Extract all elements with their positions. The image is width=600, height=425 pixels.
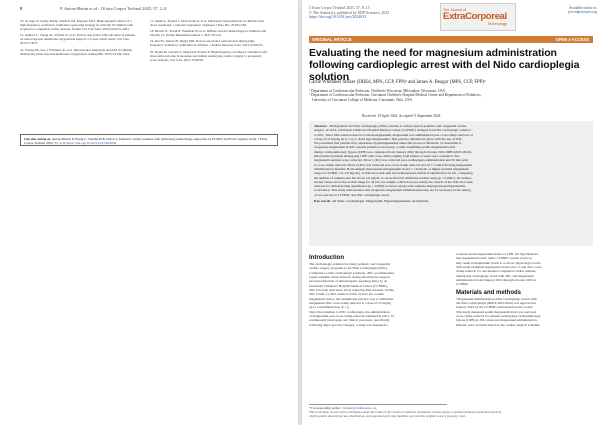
abstract-line: magnesium samples were collected. Draw 1 (D1) was collected post-cardioplegia administration and 30 min prior [314, 158, 469, 163]
intro-line: magnesium after cross-clamp removal at a dose of 25 mg/kg [309, 301, 392, 306]
journal-logo [440, 3, 516, 31]
availability-info [527, 6, 597, 15]
logo-technology: Technology [487, 22, 507, 26]
reference-item: 17. Alimi A, Taytard J, Abou Taam R, et al. Pulmonary hemosiderosis in children with down syndrome: a national experience. Orphanet J Rare Dis. 2018;13:60. [150, 19, 264, 28]
intro-line: of magnesium post-cross-clamp removal remained in place. To [309, 314, 395, 319]
cite-label: Cite this article as: [24, 136, 52, 141]
abstract-line: range at CCHMC 1.6–2.6 mg/dL). A Wilcoxon rank sum test demonstrated statistical significance for D1, comparing [314, 171, 473, 176]
abstract-line: during cardiopulmonary bypass (CPB) was completed from January 2022 through October 2023 (IRB #2023-0616). [314, 149, 472, 154]
introduction-heading: Introduction [309, 255, 344, 261]
methods-heading: Materials and methods [456, 289, 522, 296]
right-page [302, 0, 600, 425]
methods-line: January 2022 by the CCHMC institutional review board. [456, 305, 534, 310]
license-footer [309, 410, 593, 418]
body-line: may result in magnesium levels at or above physiologic levels. [456, 260, 542, 265]
references-column-b [150, 19, 268, 64]
methods-line: cross-clamp removal for patients undergoing cardiopulmonary [456, 314, 541, 319]
author-affiliations [309, 89, 591, 102]
article-authors: Carrie Whittaker Striker (DHEd, MPS, CCP, FPP)¹ and James A. Reagor (MPS, CCP, FPP)² [309, 80, 486, 85]
intro-line: dNC (Table 1), Mxt solution (Table 2) does not contain [309, 292, 384, 297]
left-page-number: 8 [20, 6, 23, 11]
intro-line: Compared to other cardioplegic solutions, dNC accommodates [309, 270, 395, 275]
abstract-line: a dose of 25 mg/kg up to 1 g, to abate hypomagnesemia. This practice remained in place with the use of dNC. [314, 136, 463, 141]
intro-line: dNC has been used since 2014, replacing Mxt solution. Unlike [309, 288, 395, 293]
methods-line: del Nido Cardioplegia (IRB # 2023-0616) was approved in [456, 301, 537, 306]
left-running-head: P. Anton-Martin et al.: J Extra Corpor Technol 2025, 57, 2–8 [60, 6, 167, 11]
reference-item: 16. Strong AE, Zee J, Fulchiero R, et al. Intravascular hemolysis and AKI in children undergoing extracorporeal membrane oxygenation. Kidney360. 2023;4:1536-1544. [20, 47, 133, 56]
body-column-left [309, 252, 447, 327]
body-line: administration from January 2022 through October 2023 at [456, 278, 537, 283]
abstract-line: surgery. In 2014, Cincinnati Children's Hospital Medical Center (CCHMC) changed from Mx cardioplegic solution [314, 128, 471, 133]
abstract-line: the number of samples that fell above 2.6 mg/dL vs. those that fell within the normal range (p < 0.0001). D2 demon- [314, 175, 473, 180]
body-line: clamp removal for one hundred congenital cardiac patients [456, 269, 536, 274]
intro-line: Since the transition to dNC cardioplegia, the administration [309, 309, 390, 314]
abstract-line: administration. Results: Both samples demonstrated magnesium levels > 1.6 mg/dL or higher (normal magnesium [314, 166, 469, 171]
body-line: evaluate serum magnesium levels on CPB. We hypothesized [456, 252, 538, 256]
abstract-line: of our practice at CCHMC and dNC cardioplegic arrest. [314, 192, 390, 197]
references-column-a [20, 19, 138, 58]
body-line: This study examined magnesium levels prior to and after cross- [456, 265, 543, 270]
intro-line: increased intervals of uninterrupted operating time [1]. At [309, 279, 388, 284]
methods-line: "Magnesium Administration After Cardioplegic Arrest with [456, 296, 537, 301]
body-line: that magnesium levels, under CCHMC current protocol, [456, 256, 533, 261]
keywords-label: Key words: [314, 199, 332, 204]
abstract-line: Conclusion: This study demonstrates that exogenous magnesium administration may not be necessary in the setting [314, 188, 471, 193]
journal-doi-link[interactable]: https://doi.org/10.1051/ject/2024033 [309, 15, 366, 20]
intro-line: Cincinnati Children's Hospital Medical Center (CCHMC), [309, 283, 389, 288]
intro-line: following major practice changes, a study was designed to [309, 322, 389, 327]
abstract-line: sum test for demonstrating significance (p = 0.089); however, ninety-nine samples displayed hypermagnesemia. [314, 184, 466, 189]
intro-line: longer ischemic times between dosing allowing the surgeon [309, 275, 391, 280]
abstract-line: One hundred patients undergoing CPB with cross-clamp ranging from infants to teens were consented. Two [314, 154, 461, 159]
abstract-box [309, 121, 593, 246]
affiliation-line: ¹ Department of Cardiovascular Perfusion, Children's Wisconsin, Milwaukee, Wisconsin, USA [309, 89, 446, 93]
reference-item: 19. Rai SS, Simon JE, Rigby MR. Factors associated with survival during high-frequency oscillatory ventilation in children. J Pediatr Intensive Care. 2015;4:186155. [150, 39, 264, 48]
body-line: CCHMC. [456, 282, 470, 287]
license-line: which permits unrestricted use, distribution, and reproduction in any medium, provided the original work is properly cited. [309, 414, 466, 418]
abstract-line: to dNC. Since Mxt solution does not contain magnesium, magnesium was administered post-cross-clamp removal, at [314, 132, 473, 137]
article-title: Evaluating the need for magnesium administration following cardioplegic arrest with del Nido cardioplegia solution [309, 47, 580, 83]
cite-doi-link[interactable]: https://doi.org/10.1051/ject/2024038 [66, 140, 117, 145]
abstract-line: to cross-clamp removal. Draw 2 (D2) was collected post-cross-clamp removal and 10 ± 2 min following magnesium [314, 162, 472, 167]
methods-line: bypass (CPB) in dNC arrest and magnesium administration. [456, 318, 538, 323]
intro-line: The cardioplegia solution for many pediatric and congenital [309, 262, 391, 266]
journal-info [309, 6, 429, 20]
abstract-label: Abstract – [314, 124, 330, 128]
license-line: This is an Open Access article distributed under the terms of the Creative Commons Attribution License (https://creativecommons.org/licenses/by/4.0), [309, 410, 502, 414]
available-online-label: Available online at: [568, 6, 597, 10]
journal-website-link[interactable]: ject.edpsciences.org [568, 10, 597, 15]
body-column-right [456, 252, 594, 327]
journal-citation: J Extra Corpor Technol 2025, 57, 9–15 [309, 6, 370, 10]
body-line: undergoing cardioplegic arrest with dNC and magnesium [456, 273, 534, 278]
intro-line: continuously interrogate our clinical processes, specifically [309, 318, 390, 323]
logo-extracorporeal: ExtraCorporeal [443, 11, 507, 22]
journal-copyright: © The Author(s), published by EDP Sciences, 2025 [309, 10, 390, 15]
abstract-line: We postulated that patients may experience hypermagnesemia under this protocol. Methods: To determine if [314, 141, 461, 146]
methods-line: This study measured serum magnesium levels pre and post [456, 309, 536, 314]
article-type-bar [309, 36, 593, 43]
left-page [0, 0, 298, 425]
abstract-line: Background: del Nido cardioplegia (dNC) solution is widely used in pediatric and congenital cardiac [330, 124, 467, 128]
article-type-label: ORIGINAL ARTICLE [312, 37, 352, 42]
reference-item: 16. de Jager P, Curley MAQ, Cheifetz IM, Kneyber MCJ. Hemodynamic effects of a high-frequency oscillatory ventilation open-lung strategy in critically ill children with acquired or congenital cardiac disease. Pediatr Crit Care Med. 2023;24:e272–e281. [20, 19, 134, 32]
received-accepted-dates: Received: 19 April 2024, Accepted: 9 September 2024 [362, 114, 441, 118]
corresponding-label: *Corresponding author: [309, 406, 343, 410]
affiliation-line: University of Cincinnati College of Medicine, Cincinnati, Ohio, USA [312, 97, 413, 102]
left-running-header [20, 6, 282, 11]
reference-item: 18. Bloom JL, Frank B, Weisman JP, et al. Diffuse alveolar hemorrhage in children with trisomy 21. Pediatr Rheumatol Online J. 2021;19:114. [150, 29, 267, 38]
corresponding-email-link[interactable]: cstriker@childrenswi.org [342, 406, 377, 410]
abstract-line: strated values above the normal range for all but one sample, which does not satisfy the criteria of the Wilcoxon rank [314, 179, 473, 184]
cite-this-article-box [20, 134, 278, 146]
abstract-line: exogenous magnesium in dNC-treated patients is necessary, a study examining serum magnesium levels [314, 145, 456, 150]
reference-item: 20. Bojan M, Gioanni S, Mauriat P, Pouard P. High-frequency oscillatory ventilation and short-term outcome in neonates and infants undergoing cardiac surgery: a propensity score analysis. Crit Care. 2011;15:R259. [150, 49, 267, 62]
keywords-row [314, 199, 588, 203]
cite-text: Anton-Martin P, Yeung C, Sandhu H & Yellon S. Pediatric cardiac patients with pulmonary hemorrhage supported on ECMO: An ELSO registry study. J Extra Corpor Technol 2025, 57, 2–8. [24, 136, 268, 145]
keywords-list: del Nido, Cardioplegia, Magnesium, Hypermagnesemia, Arrhythmia. [332, 199, 430, 204]
intro-line: cardiac surgery programs is del Nido Cardioplegia (dNC). [309, 266, 388, 271]
logo-the-journal-of: The Journal of [443, 8, 466, 12]
methods-line: Patients were recruited based on the cardiac surgical schedule [456, 322, 540, 327]
open-access-badge: OPEN ∂ ACCESS [555, 37, 589, 42]
affiliation-line: ² Department of Cardiovascular Perfusion, Cincinnati Children's Hospital Medical Center and Department of Pediatrics, [309, 93, 482, 98]
reference-item: 15. Aalbers C, Cheng AC, Pilcher D, et al. Factors associated with outcomes of patients on extracorporeal membrane oxygenation support: a 5-year cohort study. Crit Care. 2013;17:R73. [20, 33, 136, 46]
intro-line: up to a maximum dose of 1 g. [309, 305, 350, 310]
intro-line: magnesium; hence, the institutional practice was to administer [309, 296, 394, 301]
